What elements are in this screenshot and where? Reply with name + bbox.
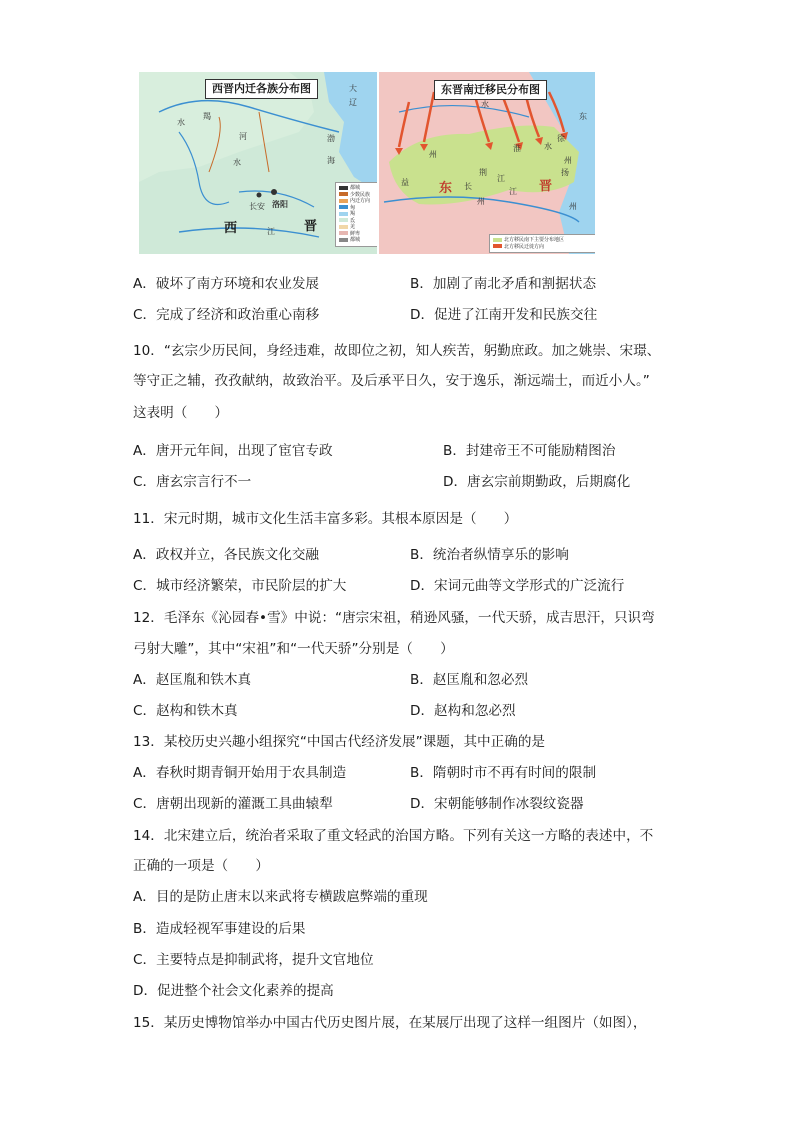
q12-option-a: A．赵匡胤和铁木真 bbox=[133, 672, 252, 688]
q10-option-c: C．唐玄宗言行不一 bbox=[133, 474, 252, 490]
q10-stem-line-1: 10．“玄宗少历民间，身经违难，故即位之初，知人疾苦，躬勤庶政。加之姚崇、宋璟、 bbox=[133, 343, 661, 359]
legend-item: 氐 bbox=[339, 218, 377, 225]
q9-option-c: C．完成了经济和政治重心南移 bbox=[133, 307, 320, 323]
q13-option-d: D．宋朝能够制作冰裂纹瓷器 bbox=[410, 796, 584, 812]
map-label: 江 bbox=[267, 227, 275, 236]
legend-item: 都城 bbox=[339, 237, 377, 244]
map-label: 荆 bbox=[479, 168, 487, 177]
q12-option-d: D．赵构和忽必烈 bbox=[410, 703, 516, 719]
map-label: 洛阳 bbox=[272, 200, 288, 209]
western-jin-map-legend bbox=[335, 182, 377, 247]
q14-option-a: A．目的是防止唐末以来武将专横跋扈弊端的重现 bbox=[133, 889, 428, 905]
map-label: 水 bbox=[481, 100, 489, 109]
map-label: 扬 bbox=[561, 168, 569, 177]
map-label: 江 bbox=[509, 187, 517, 196]
maps-figure bbox=[139, 72, 595, 254]
map-label: 水 bbox=[177, 118, 185, 127]
q14-option-c: C．主要特点是抑制武将，提升文官地位 bbox=[133, 952, 374, 968]
q10-stem-line-2: 等守正之辅，孜孜献纳，故致治平。及后承平日久，安于逸乐，渐远端士，而近小人。” bbox=[133, 373, 650, 389]
map-label-large: 西 bbox=[224, 221, 238, 236]
legend-item: 内迁方向 bbox=[339, 198, 377, 205]
q9-option-d: D．促进了江南开发和民族交往 bbox=[410, 307, 598, 323]
q12-option-b: B．赵匡胤和忽必烈 bbox=[410, 672, 529, 688]
map-label: 辽 bbox=[349, 98, 357, 107]
map-label: 羯 bbox=[203, 112, 211, 121]
eastern-jin-map-title: 东晋南迁移民分布图 bbox=[434, 80, 547, 100]
map-label-large: 晋 bbox=[304, 219, 318, 234]
eastern-jin-map bbox=[379, 72, 595, 254]
map-label: 州 bbox=[564, 156, 572, 165]
map-label: 长 bbox=[464, 182, 472, 191]
q11-stem: 11．宋元时期，城市文化生活丰富多彩。其根本原因是（ ） bbox=[133, 511, 518, 527]
map-label: 大 bbox=[349, 84, 357, 93]
q9-option-a: A．破坏了南方环境和农业发展 bbox=[133, 276, 320, 292]
map-label: 长安 bbox=[249, 202, 265, 211]
q11-option-d: D．宋词元曲等文学形式的广泛流行 bbox=[410, 578, 625, 594]
q14-option-b: B．造成轻视军事建设的后果 bbox=[133, 921, 306, 937]
q12-stem-line-2: 弓射大雕”，其中“宋祖”和“一代天骄”分别是（ ） bbox=[133, 641, 454, 657]
map-label: 水 bbox=[233, 158, 241, 167]
map-label: 河 bbox=[239, 132, 247, 141]
map-label: 淮 bbox=[513, 144, 521, 153]
q13-option-c: C．唐朝出现新的灌溉工具曲辕犁 bbox=[133, 796, 333, 812]
map-label: 海 bbox=[327, 156, 335, 165]
legend-item: 匈 bbox=[339, 205, 377, 212]
q9-option-b: B．加剧了南北矛盾和割据状态 bbox=[410, 276, 597, 292]
q10-option-a: A．唐开元年间，出现了宦官专政 bbox=[133, 443, 333, 459]
q12-option-c: C．赵构和铁木真 bbox=[133, 703, 238, 719]
map-label: 州 bbox=[477, 197, 485, 206]
map-label: 州 bbox=[569, 202, 577, 211]
legend-item: 鲜卑 bbox=[339, 231, 377, 238]
q14-stem-line-2: 正确的一项是（ ） bbox=[133, 858, 269, 874]
q11-option-a: A．政权并立，各民族文化交融 bbox=[133, 547, 320, 563]
q12-stem-line-1: 12．毛泽东《沁园春•雪》中说：“唐宗宋祖，稍逊风骚，一代天骄，成吉思汗，只识弯 bbox=[133, 610, 655, 626]
q13-stem: 13．某校历史兴趣小组探究“中国古代经济发展”课题，其中正确的是 bbox=[133, 734, 546, 750]
q10-stem-line-3: 这表明（ ） bbox=[133, 405, 229, 421]
q10-option-d: D．唐玄宗前期勤政，后期腐化 bbox=[443, 474, 631, 490]
q11-option-b: B．统治者纵情享乐的影响 bbox=[410, 547, 569, 563]
legend-item: 都城 bbox=[339, 185, 377, 192]
legend-item: 北方移民南下主要分布地区 bbox=[493, 237, 593, 244]
q14-option-d: D．促进整个社会文化素养的提高 bbox=[133, 983, 334, 999]
legend-item: 羌 bbox=[339, 224, 377, 231]
q13-option-a: A．春秋时期青铜开始用于农具制造 bbox=[133, 765, 347, 781]
legend-item: 羯 bbox=[339, 211, 377, 218]
map-label: 东 bbox=[579, 112, 587, 121]
legend-item: 北方移民迁徙方向 bbox=[493, 244, 593, 251]
legend-item: 少数民族 bbox=[339, 192, 377, 199]
map-label: 州 bbox=[429, 150, 437, 159]
q15-stem-line-1: 15．某历史博物馆举办中国古代历史图片展，在某展厅出现了这样一组图片（如图）， bbox=[133, 1015, 647, 1031]
q11-option-c: C．城市经济繁荣，市民阶层的扩大 bbox=[133, 578, 347, 594]
map-label-large: 晋 bbox=[539, 179, 553, 194]
map-label: 渤 bbox=[327, 134, 335, 143]
western-jin-map-title: 西晋内迁各族分布图 bbox=[205, 79, 318, 99]
q14-stem-line-1: 14．北宋建立后，统治者采取了重文轻武的治国方略。下列有关这一方略的表述中，不 bbox=[133, 828, 654, 844]
map-label: 江 bbox=[497, 174, 505, 183]
q10-option-b: B．封建帝王不可能励精图治 bbox=[443, 443, 616, 459]
q13-option-b: B．隋朝时市不再有时间的限制 bbox=[410, 765, 597, 781]
map-label: 水 bbox=[544, 142, 552, 151]
eastern-jin-map-legend bbox=[489, 234, 595, 253]
map-label: 益 bbox=[401, 178, 409, 187]
map-label-large: 东 bbox=[439, 181, 453, 196]
western-jin-map bbox=[139, 72, 377, 254]
map-label: 徐 bbox=[557, 134, 565, 143]
